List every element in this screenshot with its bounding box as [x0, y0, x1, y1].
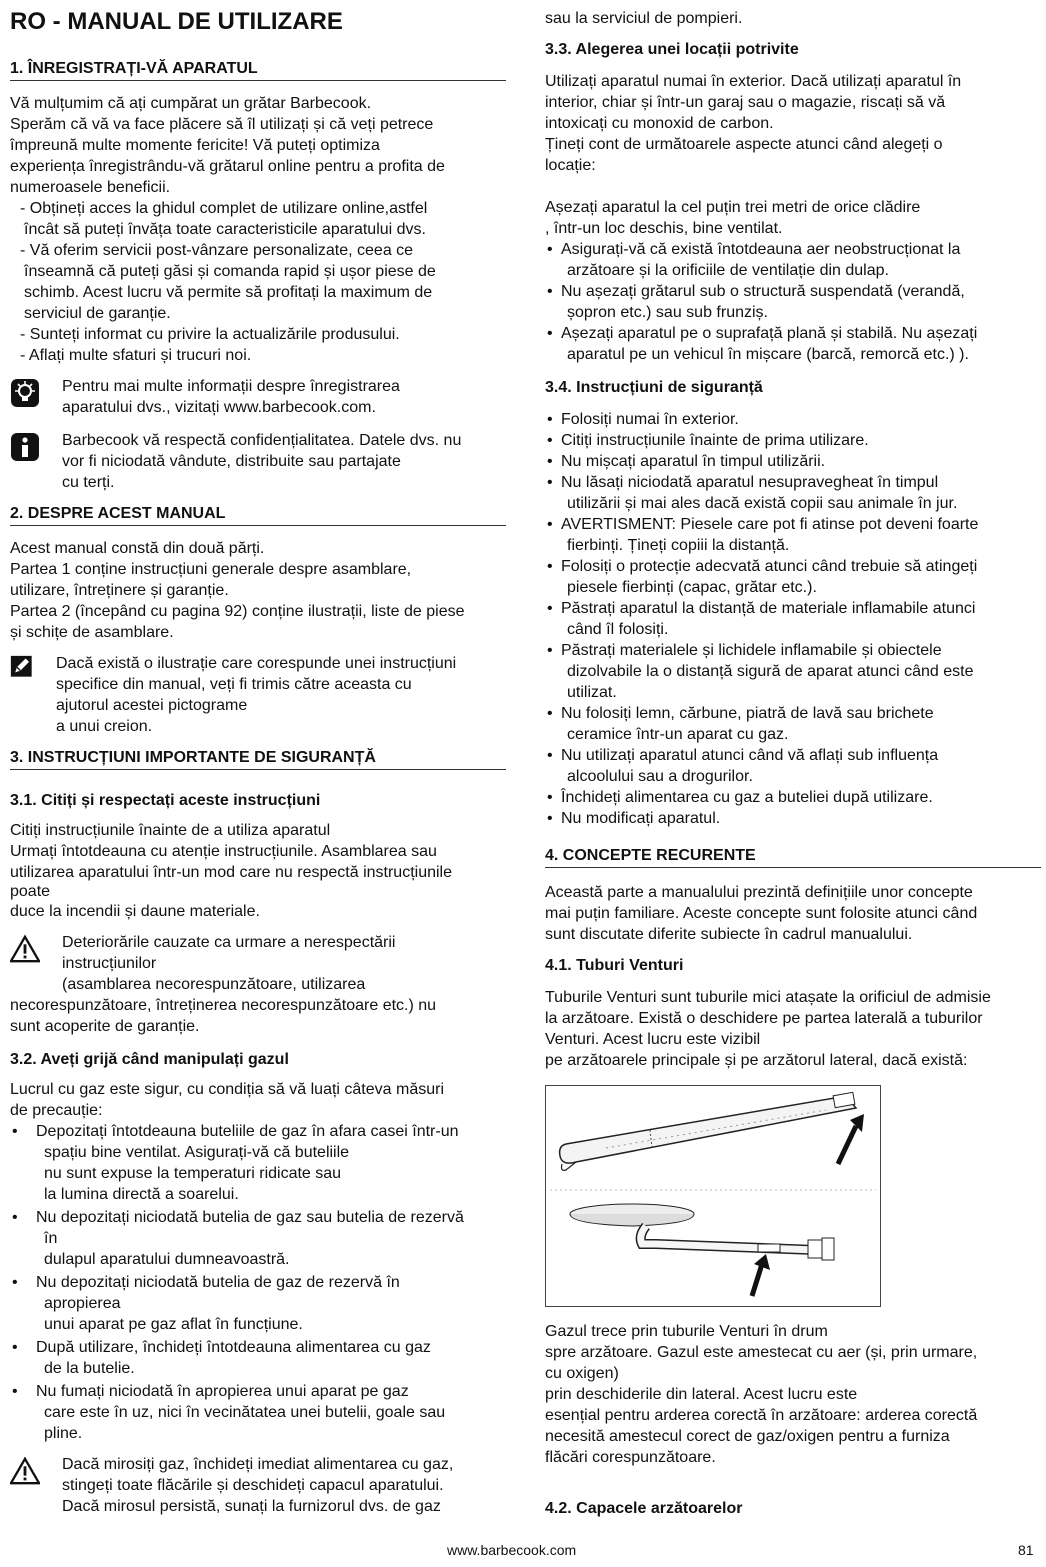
warning-note-gas-smell: [10, 1454, 506, 1517]
text-line: • Folosiți numai în exterior.: [561, 411, 739, 428]
text-line: interior, chiar și într-un garaj sau o magazie, riscați să vă: [545, 94, 946, 111]
list-item: [545, 556, 1041, 598]
list-item: [545, 323, 1041, 365]
page-number: 81: [1018, 1542, 1034, 1558]
text-line: • Asigurați-vă că există întotdeauna aer neobstrucționat la: [561, 241, 961, 258]
location-list: [545, 239, 1041, 365]
continued-text: sau la serviciul de pompieri.: [545, 10, 743, 27]
text-line: Această parte a manualului prezintă definițiile unor concepte: [545, 884, 973, 901]
footer-url[interactable]: www.barbecook.com: [447, 1542, 577, 1558]
warning-note-damage: [10, 932, 506, 995]
info-icon: [10, 432, 40, 462]
section-2-body: [10, 538, 506, 643]
dash-item: - Vă oferim servicii post-vânzare personalizate, ceea ce: [20, 242, 414, 259]
list-item: [545, 451, 1041, 472]
text-line: mai puțin familiare. Aceste concepte sunt folosite atunci când: [545, 905, 978, 922]
text-line: • AVERTISMENT: Piesele care pot fi atinse pot deveni foarte: [561, 516, 979, 533]
info-note: [10, 430, 506, 493]
text-line: de la butelie.: [44, 1360, 135, 1377]
text-line: flăcări corespunzătoare.: [545, 1449, 716, 1466]
list-item: [10, 1207, 506, 1270]
section-1-heading: 1. ÎNREGISTRAȚI-VĂ APARATUL: [10, 60, 506, 81]
text-line: sunt acoperite de garanție.: [10, 1018, 200, 1035]
warning-text: [62, 932, 395, 995]
text-line: Vă mulțumim că ați cumpărat un grătar Barbecook.: [10, 95, 372, 112]
venturi-tube-figure: [545, 1085, 881, 1307]
list-item: [545, 239, 1041, 281]
text-line: ceramice într-un aparat cu gaz.: [567, 726, 789, 743]
text-line: la lumina directă a soarelui.: [44, 1186, 239, 1203]
text-line: • Nu depozitați niciodată butelia de gaz de rezervă în: [36, 1274, 400, 1291]
section-3-1-heading: 3.1. Citiți și respectați aceste instrucțiuni: [10, 792, 321, 809]
text-line: • Nu depozitați niciodată butelia de gaz sau butelia de rezervă: [36, 1209, 464, 1226]
text-line: Deteriorările cauzate ca urmare a nerespectării: [62, 934, 396, 951]
text-line: utilizării și mai ales dacă există copii sau animale în jur.: [567, 495, 958, 512]
text-line: • Păstrați aparatul la distanță de materiale inflamabile atunci: [561, 600, 976, 617]
text-line: instrucțiunilor: [62, 955, 157, 972]
warning-icon: [10, 1456, 40, 1486]
list-item: [545, 703, 1041, 745]
dash-item: înseamnă că puteți găsi și comanda rapid și ușor piese de: [24, 263, 436, 280]
text-line: arzătoare și la orificiile de ventilație din dulap.: [567, 262, 889, 279]
text-line: a unui creion.: [56, 718, 153, 735]
list-item: [10, 1381, 506, 1444]
text-line: specifice din manual, veți fi trimis către aceasta cu: [56, 676, 412, 693]
list-item: [545, 430, 1041, 451]
list-item: [545, 808, 1041, 829]
text-line: Așezați aparatul la cel puțin trei metri de orice clădire: [545, 199, 921, 216]
text-line: numeroasele beneficii.: [10, 179, 171, 196]
text-line: aparatului dvs., vizitați www.barbecook.com.: [62, 399, 376, 416]
text-line: • Nu fumați niciodată în apropierea unui aparat pe gaz: [36, 1383, 409, 1400]
text-line: experiența înregistrându-vă grătarul online pentru a profita de: [10, 158, 445, 175]
text-line: șopron etc.) sau sub frunziș.: [567, 304, 768, 321]
section-4-2-heading: 4.2. Capacele arzătoarelor: [545, 1500, 743, 1517]
list-item: [545, 472, 1041, 514]
tip-note: [10, 376, 506, 418]
text-line: • Nu utilizați aparatul atunci când vă aflați sub influența: [561, 747, 939, 764]
text-line: locație:: [545, 157, 596, 174]
text-line: piesele fierbinți (capac, grătar etc.).: [567, 579, 817, 596]
text-line: Dacă mirosiți gaz, închideți imediat alimentarea cu gaz,: [62, 1456, 454, 1473]
list-item: [545, 514, 1041, 556]
text-line: nu sunt expuse la temperaturi ridicate sau: [44, 1165, 342, 1182]
right-column: [545, 8, 1041, 1528]
text-line: prin deschiderile din lateral. Acest lucru este: [545, 1386, 858, 1403]
text-line: Lucrul cu gaz este sigur, cu condiția să vă luați câteva măsuri: [10, 1081, 444, 1098]
text-line: sunt discutate diferite subiecte în cadrul manualului.: [545, 926, 913, 943]
dash-item: schimb. Acest lucru vă permite să profitați la maximum de: [24, 284, 433, 301]
section-3-1-body: [10, 820, 506, 922]
left-column: [10, 0, 506, 1529]
text-line: Sperăm că vă va face plăcere să îl utilizați și că veți petrece: [10, 116, 434, 133]
text-line: necesită amestecul corect de gaz/oxigen pentru a furniza: [545, 1428, 950, 1445]
text-line: • Așezați aparatul pe o suprafață plană și stabilă. Nu așezați: [561, 325, 978, 342]
section-4-heading: 4. CONCEPTE RECURENTE: [545, 847, 1041, 868]
text-line: împreună multe momente fericite! Vă puteți optimiza: [10, 137, 380, 154]
list-item: [10, 1337, 506, 1379]
text-line: • Nu modificați aparatul.: [561, 810, 721, 827]
text-line: pe arzătoarele principale și pe arzătorul lateral, dacă există:: [545, 1052, 968, 1069]
text-line: utilizat.: [567, 684, 617, 701]
text-line: Partea 2 (începând cu pagina 92) conține ilustrații, liste de piese: [10, 603, 465, 620]
text-line: când îl folosiți.: [567, 621, 669, 638]
text-line: la arzătoare. Există o deschidere pe partea laterală a tuburilor: [545, 1010, 983, 1027]
dash-item: încât să puteți învăța toate caracteristicile aparatului dvs.: [24, 221, 426, 238]
section-3-heading: 3. INSTRUCȚIUNI IMPORTANTE DE SIGURANȚĂ: [10, 749, 506, 770]
text-line: , într-un loc deschis, bine ventilat.: [545, 220, 783, 237]
section-3-4-heading: 3.4. Instrucțiuni de siguranță: [545, 379, 763, 396]
dash-item: serviciul de garanție.: [24, 305, 171, 322]
text-line: și schițe de asamblare.: [10, 624, 174, 641]
dash-item: - Aflați multe sfaturi și trucuri noi.: [20, 347, 252, 364]
text-line: • Închideți alimentarea cu gaz a buteliei după utilizare.: [561, 789, 933, 806]
text-line: cu terți.: [62, 474, 115, 491]
section-2-heading: 2. DESPRE ACEST MANUAL: [10, 505, 506, 526]
text-line: • După utilizare, închideți întotdeauna alimentarea cu gaz: [36, 1339, 431, 1356]
section-1-intro: [10, 93, 506, 366]
safety-list: [545, 409, 1041, 829]
list-item: [545, 281, 1041, 323]
text-line: • Citiți instrucțiunile înainte de prima utilizare.: [561, 432, 869, 449]
pencil-text: [56, 653, 456, 737]
text-line: Venturi. Acest lucru este vizibil: [545, 1031, 761, 1048]
text-line: Partea 1 conține instrucțiuni generale despre asamblare,: [10, 561, 412, 578]
warning-text: [62, 1454, 453, 1517]
text-line: Gazul trece prin tuburile Venturi în drum: [545, 1323, 828, 1340]
text-line: • Nu folosiți lemn, cărbune, piatră de lavă sau brichete: [561, 705, 934, 722]
text-line: • Păstrați materialele și lichidele inflamabile și obiectele: [561, 642, 942, 659]
text-line: esențial pentru arderea corectă în arzătoare: arderea corectă: [545, 1407, 978, 1424]
section-3-3-body: [545, 71, 1041, 176]
dash-item: - Sunteți informat cu privire la actualizările produsului.: [20, 326, 400, 343]
text-line: unui aparat pe gaz aflat în funcțiune.: [44, 1316, 303, 1333]
text-line: Dacă mirosul persistă, sunați la furnizorul dvs. de gaz: [62, 1498, 441, 1515]
list-item: [10, 1121, 506, 1205]
text-line: apropierea: [44, 1295, 121, 1312]
text-line: dulapul aparatului dumneavoastră.: [44, 1251, 290, 1268]
text-line: poate: [10, 883, 51, 900]
text-line: Barbecook vă respectă confidențialitatea. Datele dvs. nu: [62, 432, 462, 449]
text-line: de precauție:: [10, 1102, 103, 1119]
text-line: Pentru mai multe informații despre înregistrarea: [62, 378, 400, 395]
text-line: dizolvabile la o distanță sigură de aparat atunci când este: [567, 663, 974, 680]
text-line: care este în uz, nici în vecinătatea unei butelii, goale sau: [44, 1404, 446, 1421]
text-line: Acest manual constă din două părți.: [10, 540, 265, 557]
list-item: [545, 409, 1041, 430]
list-item: [545, 598, 1041, 640]
list-item: [10, 1272, 506, 1335]
text-line: vor fi niciodată vândute, distribuite sau partajate: [62, 453, 401, 470]
list-item: [545, 745, 1041, 787]
text-line: • Nu așezați grătarul sub o structură suspendată (verandă,: [561, 283, 965, 300]
warning-tail: [10, 995, 506, 1037]
section-3-3-heading: 3.3. Alegerea unei locații potrivite: [545, 41, 799, 58]
section-3-3-body-2: [545, 197, 1041, 239]
list-item: [545, 787, 1041, 808]
text-line: intoxicați cu monoxid de carbon.: [545, 115, 774, 132]
text-line: ajutorul acestei pictograme: [56, 697, 248, 714]
text-line: Urmați întotdeauna cu atenție instrucțiunile. Asamblarea sau: [10, 843, 437, 860]
section-4-1-body: [545, 987, 1041, 1071]
text-line: în: [44, 1230, 58, 1247]
text-line: fierbinți. Țineți copiii la distanță.: [567, 537, 790, 554]
info-text: [62, 430, 461, 493]
text-line: cu oxigen): [545, 1365, 619, 1382]
text-line: • Nu mișcați aparatul în timpul utilizării.: [561, 453, 826, 470]
text-line: spre arzătoare. Gazul este amestecat cu aer (și, prin urmare,: [545, 1344, 978, 1361]
text-line: Tuburile Venturi sunt tuburile mici atașate la orificiul de admisie: [545, 989, 991, 1006]
text-line: alcoolului sau a drogurilor.: [567, 768, 753, 785]
warning-icon: [10, 934, 40, 964]
section-4-body: [545, 882, 1041, 945]
text-line: • Folosiți o protecție adecvată atunci când trebuie să atingeți: [561, 558, 978, 575]
text-line: (asamblarea necorespunzătoare, utilizarea: [62, 976, 366, 993]
text-line: Dacă există o ilustrație care corespunde unei instrucțiuni: [56, 655, 457, 672]
section-3-2-body: [10, 1079, 506, 1121]
dash-item: - Obțineți acces la ghidul complet de utilizare online,astfel: [20, 200, 428, 217]
gas-handling-list: [10, 1121, 506, 1444]
text-line: utilizarea aparatului într-un mod care nu respectă instrucțiunile: [10, 864, 453, 881]
text-line: spațiu bine ventilat. Asigurați-vă că buteliile: [44, 1144, 350, 1161]
section-3-2-heading: 3.2. Aveți grijă când manipulați gazul: [10, 1051, 289, 1068]
text-line: Țineți cont de următoarele aspecte atunci când alegeți o: [545, 136, 943, 153]
text-line: pline.: [44, 1425, 83, 1442]
venturi-illustration: [546, 1086, 880, 1306]
text-line: aparatul pe un vehicul în mișcare (barcă, remorcă etc.) ).: [567, 346, 969, 363]
text-line: • Nu lăsați niciodată aparatul nesupravegheat în timpul: [561, 474, 939, 491]
text-line: • Depozitați întotdeauna buteliile de gaz în afara casei într-un: [36, 1123, 459, 1140]
page-title: RO - MANUAL DE UTILIZARE: [10, 8, 343, 35]
section-4-1-heading: 4.1. Tuburi Venturi: [545, 957, 684, 974]
text-line: Citiți instrucțiunile înainte de a utiliza aparatul: [10, 822, 331, 839]
text-line: duce la incendii și daune materiale.: [10, 903, 260, 920]
tip-text: [62, 376, 400, 418]
pencil-note: [10, 653, 506, 737]
text-line: Utilizați aparatul numai în exterior. Dacă utilizați aparatul în: [545, 73, 962, 90]
pencil-icon: [10, 655, 36, 681]
text-line: stingeți toate flăcările și deschideți capacul aparatului.: [62, 1477, 444, 1494]
lightbulb-icon: [10, 378, 40, 408]
text-line: necorespunzătoare, întreținerea necorespunzătoare etc.) nu: [10, 997, 437, 1014]
text-line: utilizare, întreținere și garanție.: [10, 582, 229, 599]
list-item: [545, 640, 1041, 703]
section-4-1-after: [545, 1321, 1041, 1468]
